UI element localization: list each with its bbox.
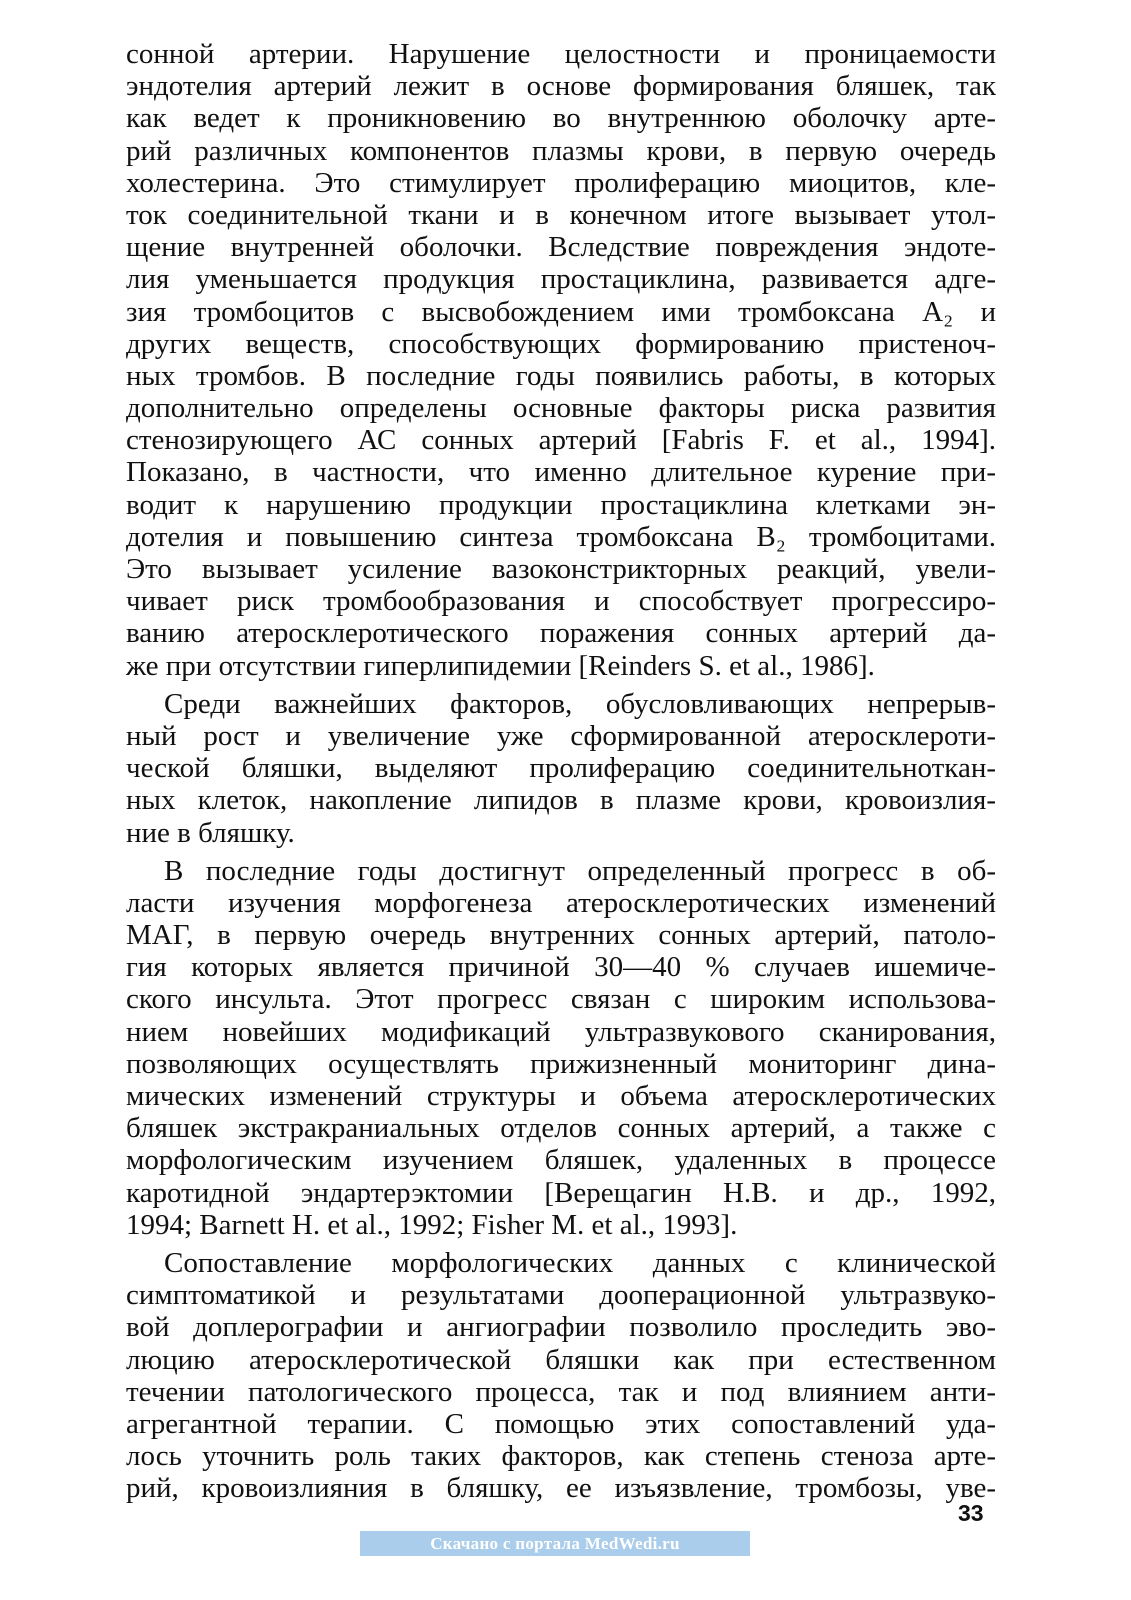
text-line: как ведет к проникновению во внутреннюю оболочку арте-: [126, 102, 996, 135]
text-line: ный рост и увеличение уже сформированной атеросклероти-: [126, 719, 996, 752]
text-line: ных тромбов. В последние годы появились работы, в которых: [126, 359, 996, 392]
text-line: ние в бляшку.: [126, 816, 295, 849]
text-line: зия тромбоцитов с высвобождением ими тромбоксана A₂ и: [126, 295, 996, 328]
text-line: симптоматикой и результатами дооперационной ультразвуко-: [126, 1279, 996, 1312]
text-line: водит к нарушению продукции простациклина клетками эн-: [126, 488, 996, 521]
text-line: вой доплерографии и ангиографии позволило проследить эво-: [126, 1311, 996, 1344]
text-line: течении патологического процесса, так и под влиянием анти-: [126, 1375, 996, 1408]
text-line: морфологическим изучением бляшек, удаленных в процессе: [126, 1144, 996, 1177]
text-line: рий, кровоизлияния в бляшку, ее изъязвление, тромбозы, уве-: [126, 1472, 996, 1505]
text-line: других веществ, способствующих формированию пристеноч-: [126, 327, 996, 360]
text-line: дополнительно определены основные факторы риска развития: [126, 392, 996, 425]
text-line: ток соединительной ткани и в конечном итоге вызывает утол-: [126, 198, 996, 231]
download-watermark-banner: Скачано с портала MedWedi.ru: [360, 1531, 750, 1556]
text-line: холестерина. Это стимулирует пролиферацию миоцитов, кле-: [126, 166, 996, 199]
text-line: чивает риск тромбообразования и способствует прогрессиро-: [126, 585, 996, 618]
paragraph-3: [126, 855, 996, 1241]
text-line: люцию атеросклеротической бляшки как при естественном: [126, 1343, 996, 1376]
text-line: рий различных компонентов плазмы крови, в первую очередь: [126, 134, 996, 167]
text-line: ского инсульта. Этот прогресс связан с широким использова-: [126, 983, 996, 1016]
text-line: гия которых является причиной 30—40 % случаев ишемиче-: [126, 951, 996, 984]
page-number: 33: [958, 1500, 984, 1526]
paragraph-4: [126, 1247, 996, 1505]
text-line: позволяющих осуществлять прижизненный мониторинг дина-: [126, 1047, 996, 1080]
text-line: бляшек экстракраниальных отделов сонных артерий, а также с: [126, 1112, 996, 1145]
text-line: ласти изучения морфогенеза атеросклеротических изменений: [126, 886, 996, 919]
text-line: В последние годы достигнут определенный прогресс в об-: [164, 854, 996, 887]
text-line: эндотелия артерий лежит в основе формирования бляшек, так: [126, 70, 996, 103]
text-line: мических изменений структуры и объема атеросклеротических: [126, 1080, 996, 1112]
text-line: МАГ, в первую очередь внутренних сонных артерий, патоло-: [126, 919, 996, 952]
text-line: агрегантной терапии. С помощью этих сопоставлений уда-: [126, 1407, 996, 1440]
text-line: каротидной эндартерэктомии [Верещагин Н.В. и др., 1992,: [126, 1176, 996, 1209]
text-line: сонной артерии. Нарушение целостности и проницаемости: [126, 38, 996, 70]
paragraph-2: [126, 688, 996, 849]
text-line: лось уточнить роль таких факторов, как степень стеноза арте-: [126, 1440, 996, 1473]
text-line: щение внутренней оболочки. Вследствие повреждения эндоте-: [126, 231, 996, 264]
page-text-block: [126, 38, 996, 1504]
text-line: ных клеток, накопление липидов в плазме крови, кровоизлия-: [126, 784, 996, 817]
text-line: стенозирующего АС сонных артерий [Fabris F. et al., 1994].: [126, 424, 996, 457]
text-line: Это вызывает усиление вазоконстрикторных реакций, увели-: [126, 553, 996, 585]
text-line: нием новейших модификаций ультразвукового сканирования,: [126, 1015, 996, 1048]
text-line: же при отсутствии гиперлипидемии [Reinders S. et al., 1986].: [126, 649, 875, 682]
paragraph-1: [126, 38, 996, 682]
text-line: дотелия и повышению синтеза тромбоксана B₂ тромбоцитами.: [126, 520, 996, 553]
text-line: 1994; Barnett H. et al., 1992; Fisher M. et al., 1993].: [126, 1208, 738, 1241]
text-line: ческой бляшки, выделяют пролиферацию соединительноткан-: [126, 752, 996, 785]
text-line: лия уменьшается продукция простациклина, развивается адге-: [126, 263, 996, 296]
text-line: Показано, в частности, что именно длительное курение при-: [126, 456, 996, 489]
text-line: ванию атеросклеротического поражения сонных артерий да-: [126, 617, 996, 650]
text-line: Сопоставление морфологических данных с клинической: [164, 1246, 996, 1279]
text-line: Среди важнейших факторов, обусловливающих непрерыв-: [164, 687, 996, 720]
